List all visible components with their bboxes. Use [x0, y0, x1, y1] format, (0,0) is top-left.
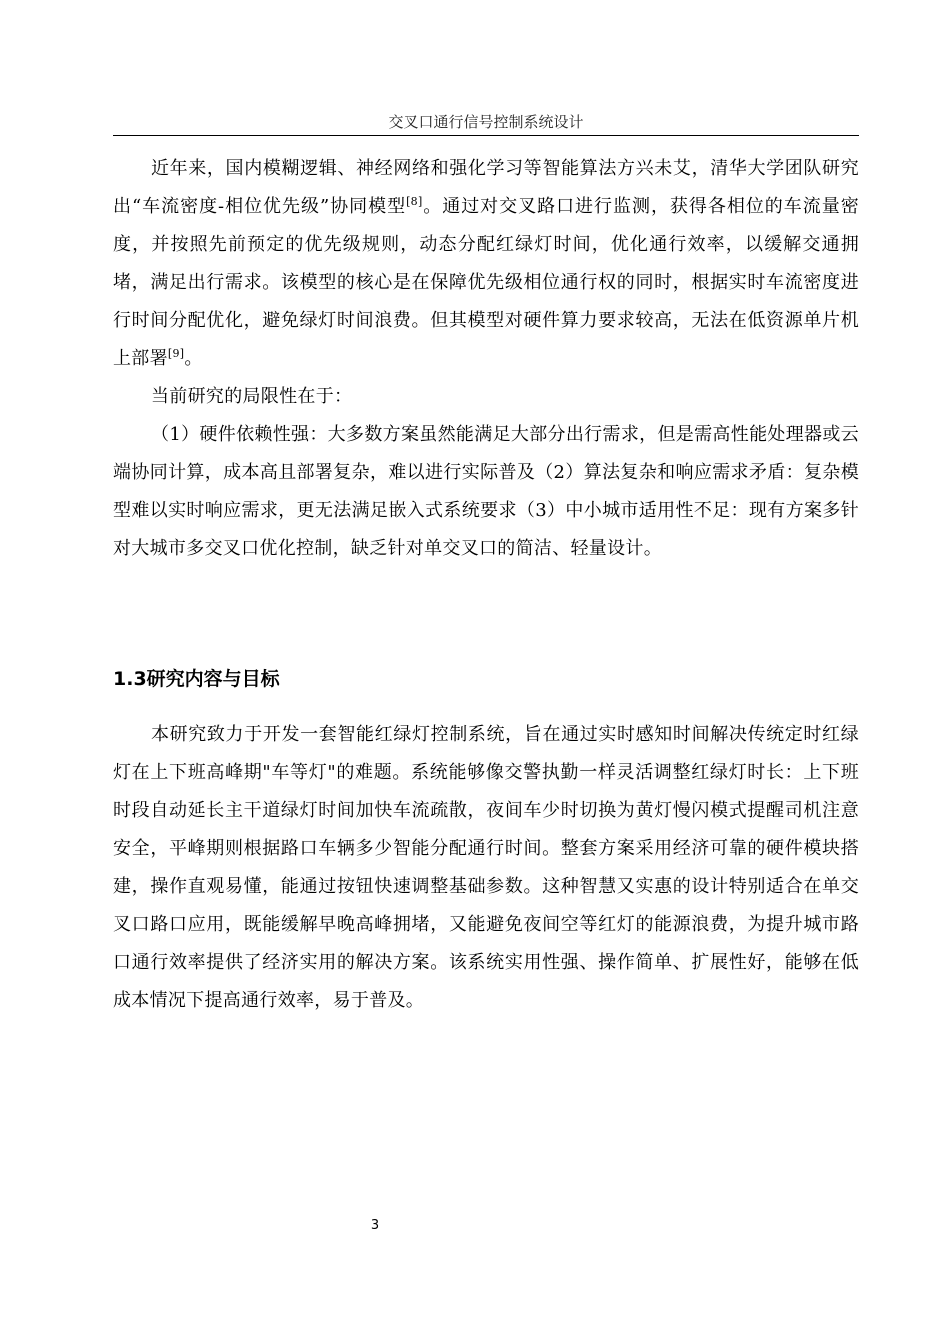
paragraph-limitations-intro: 当前研究的局限性在于：: [151, 386, 353, 407]
paragraph-text: 。通过对交叉路口进行监测，获得各相位的车流量密度，并按照先前预定的优先级规则，动态分配红绿灯时间，优化通行效率，以缓解交通拥堵，满足出行需求。该模型的核心是在保障优先级相位通行权的同时，根据实时车流密度进行时间分配优化，避免绿灯时间浪费。但其模型对硬件算力要求较高，无法在低资源单片机上部署: [113, 196, 859, 369]
section-heading: 1.3研究内容与目标: [113, 668, 280, 690]
running-header: 交叉口通行信号控制系统设计: [113, 110, 859, 136]
paragraph-research-background: [113, 150, 859, 378]
paragraph-research-content: 本研究致力于开发一套智能红绿灯控制系统，旨在通过实时感知时间解决传统定时红绿灯在上下班高峰期"车等灯"的难题。系统能够像交警执勤一样灵活调整红绿灯时长：上下班时段自动延长主干道绿灯时间加快车流疏散，夜间车少时切换为黄灯慢闪模式提醒司机注意安全，平峰期则根据路口车辆多少智能分配通行时间。整套方案采用经济可靠的硬件模块搭建，操作直观易懂，能通过按钮快速调整基础参数。这种智慧又实惠的设计特别适合在单交叉口路口应用，既能缓解早晚高峰拥堵，又能避免夜间空等红灯的能源浪费，为提升城市路口通行效率提供了经济实用的解决方案。该系统实用性强、操作简单、扩展性好，能够在低成本情况下提高通行效率，易于普及。: [113, 724, 859, 1011]
citation-ref: [9]: [167, 347, 185, 360]
section-body-block: [113, 716, 859, 1020]
paragraph-text: 。: [184, 348, 203, 369]
page-number: 3: [370, 1218, 380, 1233]
citation-ref: [8]: [406, 195, 423, 208]
paragraph-limitations-list: （1）硬件依赖性强：大多数方案虽然能满足大部分出行需求，但是需高性能处理器或云端协同计算，成本高且部署复杂，难以进行实际普及（2）算法复杂和响应需求矛盾：复杂模型难以实时响应需求，更无法满足嵌入式系统要求（3）中小城市适用性不足：现有方案多针对大城市多交叉口优化控制，缺乏针对单交叉口的简洁、轻量设计。: [113, 424, 859, 559]
body-text-block: [113, 150, 859, 568]
paragraph-text: 近年来，国内模糊逻辑、神经网络和强化学习等智能算法方兴未艾，清华大学团队研究出“车流密度-相位优先级”协同模型: [113, 158, 859, 217]
